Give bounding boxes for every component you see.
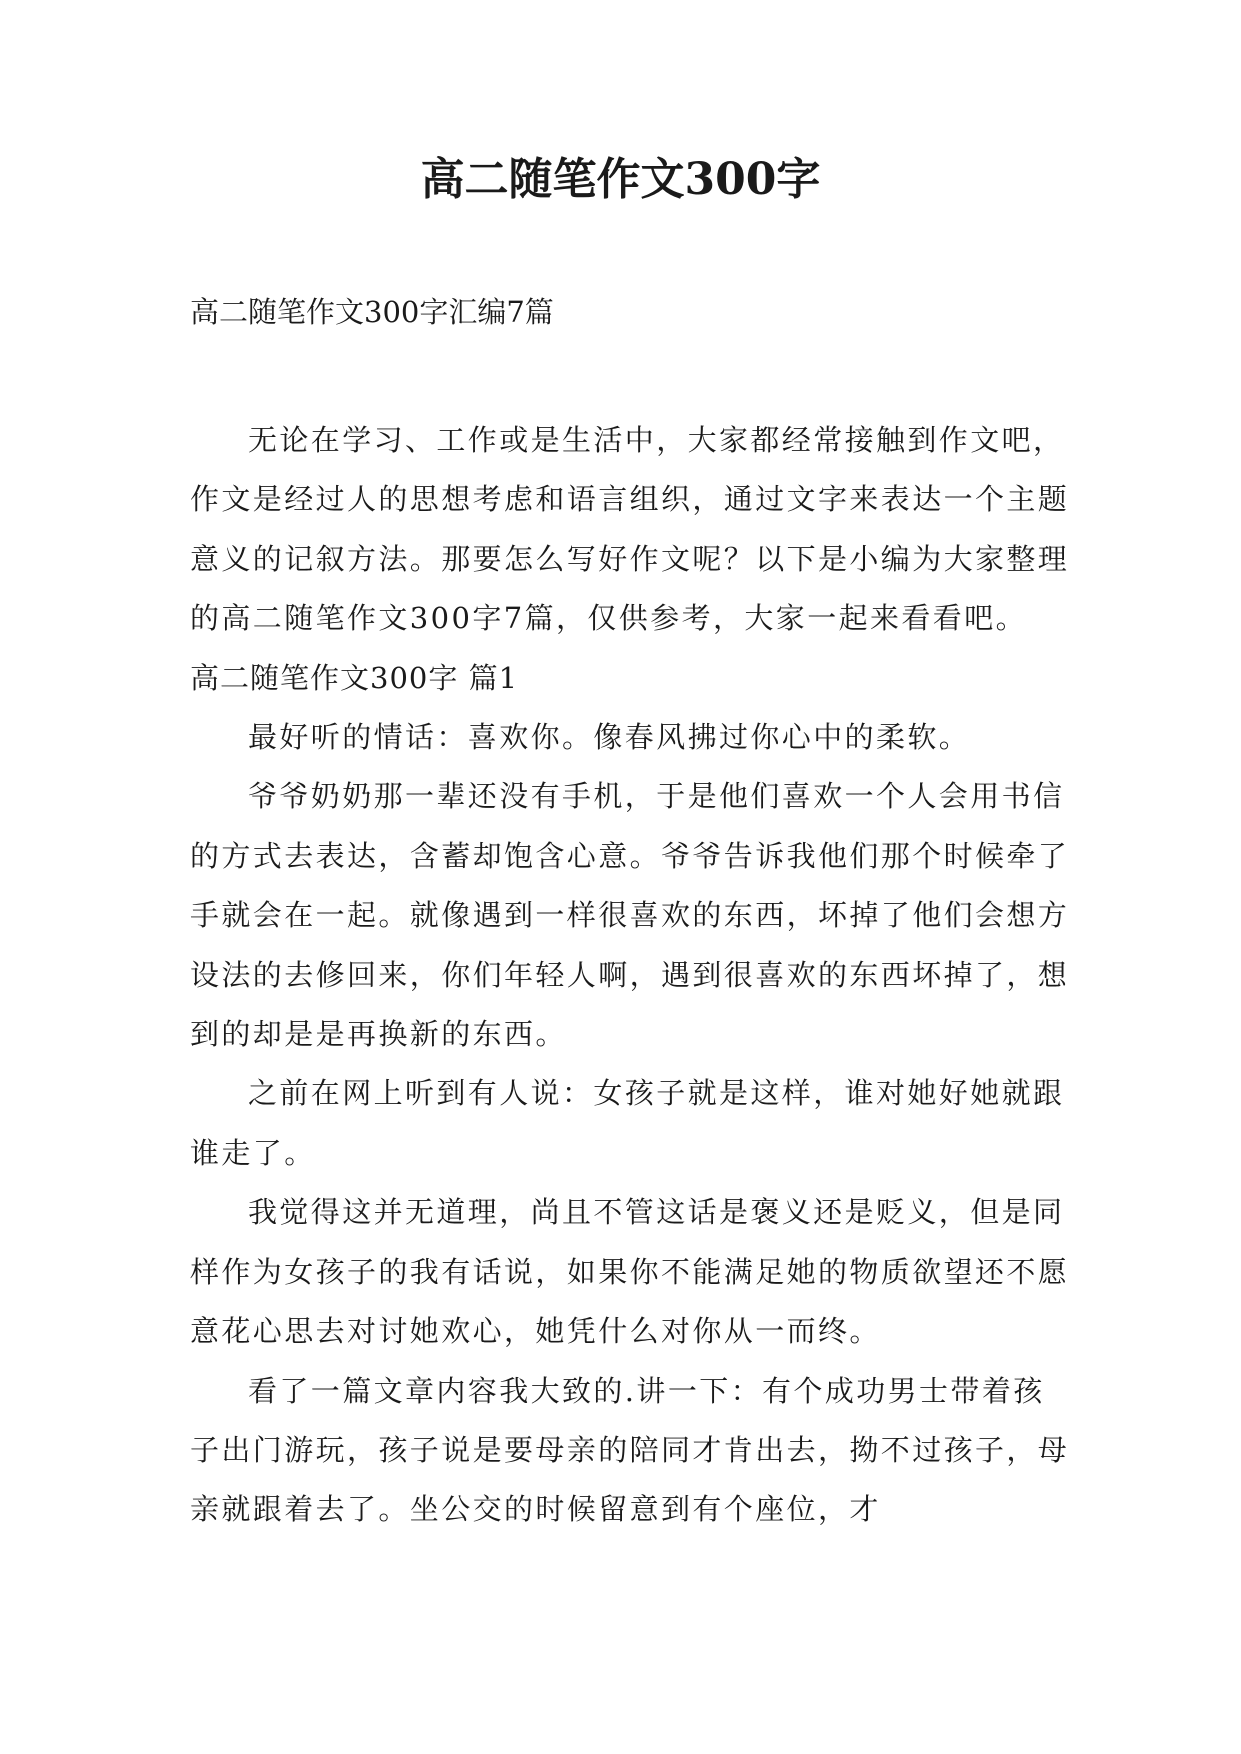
- document-body: [190, 411, 1070, 1540]
- body-paragraph: 之前在网上听到有人说：女孩子就是这样，谁对她好她就跟谁走了。: [190, 1076, 1065, 1170]
- body-paragraph: 最好听的情话：喜欢你。像春风拂过你心中的柔软。: [248, 720, 971, 755]
- section-heading-1: 高二随笔作文300字 篇1: [190, 660, 519, 695]
- body-paragraph: 爷爷奶奶那一辈还没有手机，于是他们喜欢一个人会用书信的方式去表达，含蓄却饱含心意。爷爷告诉我他们那个时候牵了手就会在一起。就像遇到一样很喜欢的东西，坏掉了他们会想方设法的去修回来，你们年轻人啊，遇到很喜欢的东西坏掉了，想到的却是是再换新的东西。: [190, 779, 1070, 1052]
- document-subtitle: 高二随笔作文300字汇编7篇: [190, 295, 554, 329]
- intro-paragraph: 无论在学习、工作或是生活中，大家都经常接触到作文吧，作文是经过人的思想考虑和语言组织，通过文字来表达一个主题意义的记叙方法。那要怎么写好作文呢？以下是小编为大家整理的高二随笔作文300字7篇，仅供参考，大家一起来看看吧。: [190, 423, 1070, 636]
- body-paragraph: 看了一篇文章内容我大致的.讲一下：有个成功男士带着孩子出门游玩，孩子说是要母亲的陪同才肯出去，拗不过孩子，母亲就跟着去了。坐公交的时候留意到有个座位，才: [190, 1373, 1070, 1527]
- document-title: 高二随笔作文300字: [420, 154, 821, 205]
- body-paragraph: 我觉得这并无道理，尚且不管这话是褒义还是贬义，但是同样作为女孩子的我有话说，如果你不能满足她的物质欲望还不愿意花心思去对讨她欢心，她凭什么对你从一而终。: [190, 1195, 1070, 1349]
